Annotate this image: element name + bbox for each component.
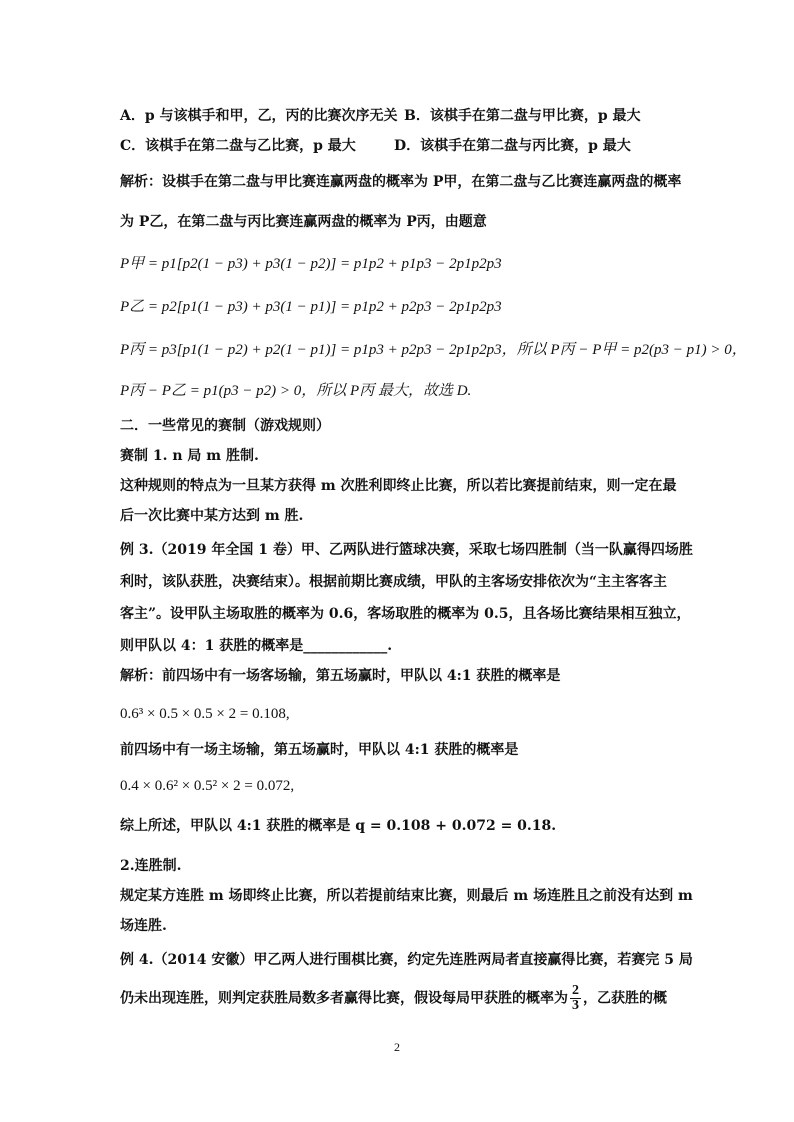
rule1-text-2: 后一次比赛中某方达到 m 胜. (120, 508, 304, 524)
example3-line2: 利时，该队获胜，决赛结束）。根据前期比赛成绩，甲队的主客场安排依次为“主主客客主 (120, 574, 668, 590)
equation-p-bing: P丙 = p3[p1(1 − p2) + p2(1 − p1)] = p1p3 + p2p3 − 2p1p2p3，所以 P丙 − P甲 = p2(p3 − p1) > 0， (120, 342, 747, 358)
example3-line3: 客主”。设甲队主场取胜的概率为 0.6，客场取胜的概率为 0.5，且各场比赛结果相互独立， (120, 606, 691, 622)
option-b: B．该棋手在第二盘与甲比赛，p 最大 (404, 108, 641, 124)
option-c: C．该棋手在第二盘与乙比赛，p 最大 (120, 138, 356, 154)
equation-p-jia: P甲 = p1[p2(1 − p3) + p3(1 − p2)] = p1p2 + p1p3 − 2p1p2p3 (120, 256, 502, 272)
example4-line2-pre: 仍未出现连胜，则判定获胜局数多者赢得比赛，假设每局甲获胜的概率为 (120, 990, 568, 1007)
rule1-text-1: 这种规则的特点为一旦某方获得 m 次胜利即终止比赛，所以若比赛提前结束，则一定在最 (120, 478, 677, 494)
option-a: A．p 与该棋手和甲，乙，丙的比赛次序无关 (120, 108, 398, 124)
equation-p-yi: P乙 = p2[p1(1 − p3) + p3(1 − p1)] = p1p2 + p2p3 − 2p1p2p3 (120, 299, 502, 315)
example3-solution1: 解析：前四场中有一场客场输，第五场赢时，甲队以 4:1 获胜的概率是 (120, 668, 561, 684)
section-heading: 二．一些常见的赛制（游戏规则） (120, 418, 330, 434)
example3-conclusion: 综上所述，甲队以 4:1 获胜的概率是 q = 0.108 + 0.072 = 0.18. (120, 818, 557, 834)
rule2-title: 2.连胜制. (120, 858, 182, 874)
solution1-line1: 解析：设棋手在第二盘与甲比赛连赢两盘的概率为 P甲，在第二盘与乙比赛连赢两盘的概率 (120, 174, 682, 190)
example4-line2-post: ，乙获胜的概 (583, 990, 667, 1007)
example3-calc1: 0.6³ × 0.5 × 0.5 × 2 = 0.108, (120, 706, 290, 722)
example3-solution2: 前四场中有一场主场输，第五场赢时，甲队以 4:1 获胜的概率是 (120, 742, 519, 758)
example3-calc2: 0.4 × 0.6² × 0.5² × 2 = 0.072, (120, 778, 295, 794)
fraction-two-thirds (570, 984, 581, 1013)
rule1-title: 赛制 1. n 局 m 胜制. (120, 448, 259, 464)
page-number: 2 (394, 1040, 400, 1054)
fraction-denominator: 3 (572, 998, 579, 1013)
option-d: D．该棋手在第二盘与丙比赛，p 最大 (394, 138, 631, 154)
example4-line1: 例 4.（2014 安徽）甲乙两人进行围棋比赛，约定先连胜两局者直接赢得比赛，若赛完 5 局 (120, 952, 693, 968)
equation-compare: P丙 − P乙 = p1(p3 − p2) > 0，所以 P丙 最大，故选 D. (120, 383, 472, 399)
rule2-text-1: 规定某方连胜 m 场即终止比赛，所以若提前结束比赛，则最后 m 场连胜且之前没有达到 m (120, 888, 693, 904)
example4-line2 (120, 984, 667, 1013)
example3-line1: 例 3.（2019 年全国 1 卷）甲、乙两队进行篮球决赛，采取七场四胜制（当一队赢得四场胜 (120, 542, 693, 558)
solution1-line2: 为 P乙，在第二盘与丙比赛连赢两盘的概率为 P丙，由题意 (120, 214, 487, 230)
example3-line4: 则甲队以 4：1 获胜的概率是____________. (120, 638, 393, 654)
fraction-numerator: 2 (572, 983, 579, 998)
rule2-text-2: 场连胜. (120, 918, 167, 934)
